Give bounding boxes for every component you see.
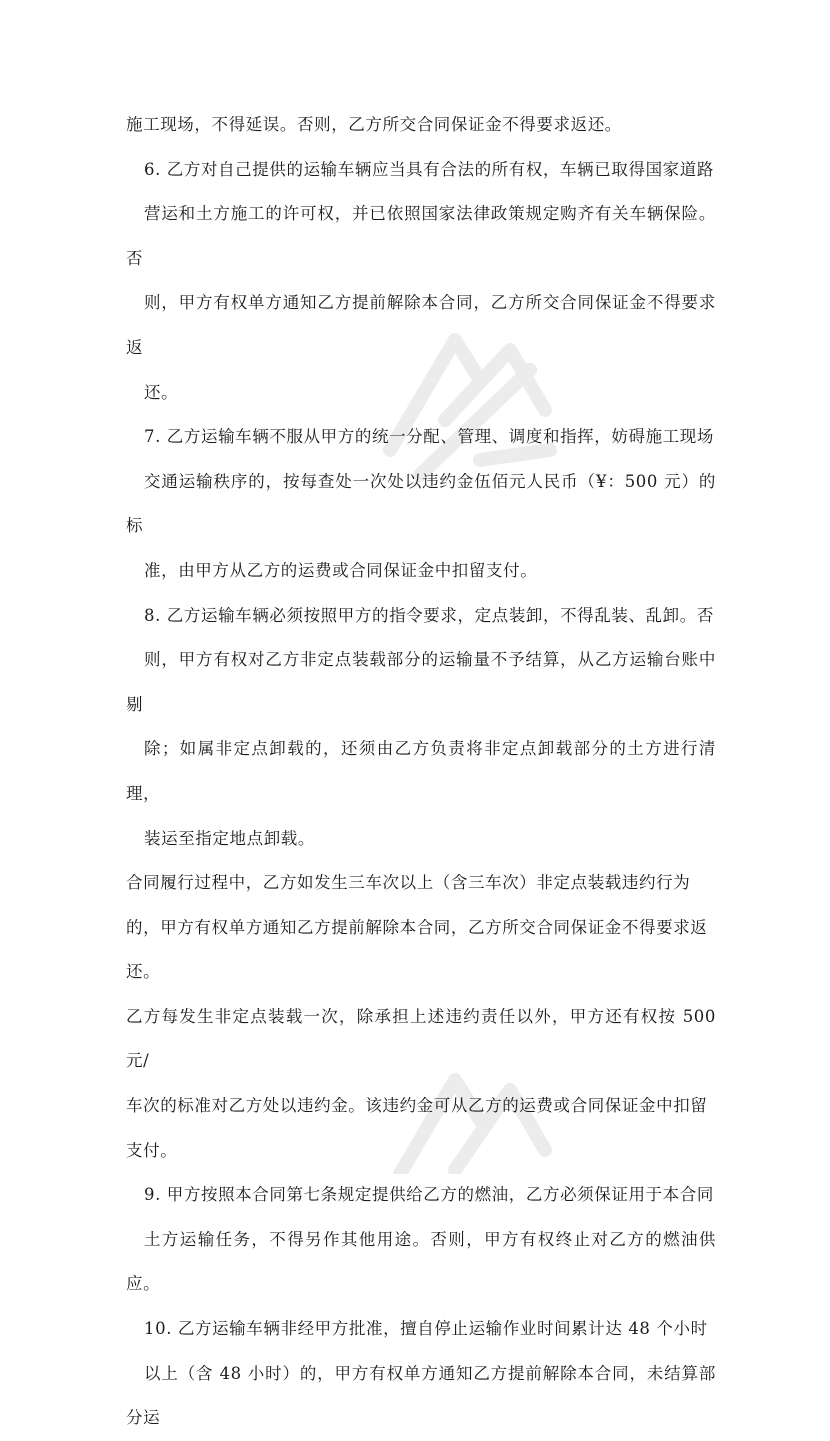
paragraph-p7 [126, 415, 716, 593]
paragraph-line: 则，甲方有权单方通知乙方提前解除本合同，乙方所交合同保证金不得要求返 [126, 293, 716, 357]
paragraph-line: 施工现场，不得延误。否则，乙方所交合同保证金不得要求返还。 [126, 115, 622, 134]
paragraph-p0 [126, 103, 716, 148]
paragraph-line: 则，甲方有权对乙方非定点装载部分的运输量不予结算，从乙方运输台账中剔 [126, 650, 716, 714]
paragraph-line: 7. 乙方运输车辆不服从甲方的统一分配、管理、调度和指挥，妨碍施工现场 [144, 427, 714, 447]
paragraph-p8 [126, 594, 716, 862]
paragraph-line: 10. 乙方运输车辆非经甲方批准，擅自停止运输作业时间累计达 48 个小时 [144, 1319, 708, 1339]
paragraph-line: 乙方每发生非定点装载一次，除承担上述违约责任以外，甲方还有权按 500 元/ [126, 1006, 716, 1071]
paragraph-line: 合同履行过程中，乙方如发生三车次以上（含三车次）非定点装载违约行为 [126, 873, 691, 893]
document-body [126, 103, 716, 1441]
paragraph-p8b [126, 861, 716, 995]
paragraph-p8c [126, 995, 716, 1173]
paragraph-line: 的，甲方有权单方通知乙方提前解除本合同，乙方所交合同保证金不得要求返 [126, 917, 708, 937]
paragraph-p9 [126, 1173, 716, 1307]
paragraph-line: 6. 乙方对自己提供的运输车辆应当具有合法的所有权，车辆已取得国家道路 [144, 159, 714, 179]
paragraph-p10 [126, 1307, 716, 1441]
paragraph-line: 准，由甲方从乙方的运费或合同保证金中扣留支付。 [144, 560, 538, 580]
paragraph-line: 还。 [126, 962, 161, 982]
paragraph-line: 装运至指定地点卸载。 [144, 828, 315, 848]
paragraph-line: 支付。 [126, 1140, 178, 1160]
paragraph-line: 还。 [144, 382, 179, 402]
paragraph-p6 [126, 148, 716, 416]
paragraph-line: 土方运输任务，不得另作其他用途。否则，甲方有权终止对乙方的燃油供应。 [126, 1229, 716, 1294]
paragraph-line: 营运和土方施工的许可权，并已依照国家法律政策规定购齐有关车辆保险。否 [126, 204, 716, 268]
paragraph-line: 8. 乙方运输车辆必须按照甲方的指令要求，定点装卸，不得乱装、乱卸。否 [144, 605, 714, 625]
paragraph-line: 以上（含 48 小时）的，甲方有权单方通知乙方提前解除本合同，未结算部分运 [126, 1363, 716, 1428]
paragraph-line: 除；如属非定点卸载的，还须由乙方负责将非定点卸载部分的土方进行清理， [126, 739, 716, 803]
paragraph-line: 车次的标准对乙方处以违约金。该违约金可从乙方的运费或合同保证金中扣留 [126, 1096, 708, 1116]
paragraph-line: 9. 甲方按照本合同第七条规定提供给乙方的燃油，乙方必须保证用于本合同 [144, 1185, 714, 1205]
paragraph-line: 交通运输秩序的，按每查处一次处以违约金伍佰元人民币（¥：500 元）的标 [126, 471, 716, 536]
